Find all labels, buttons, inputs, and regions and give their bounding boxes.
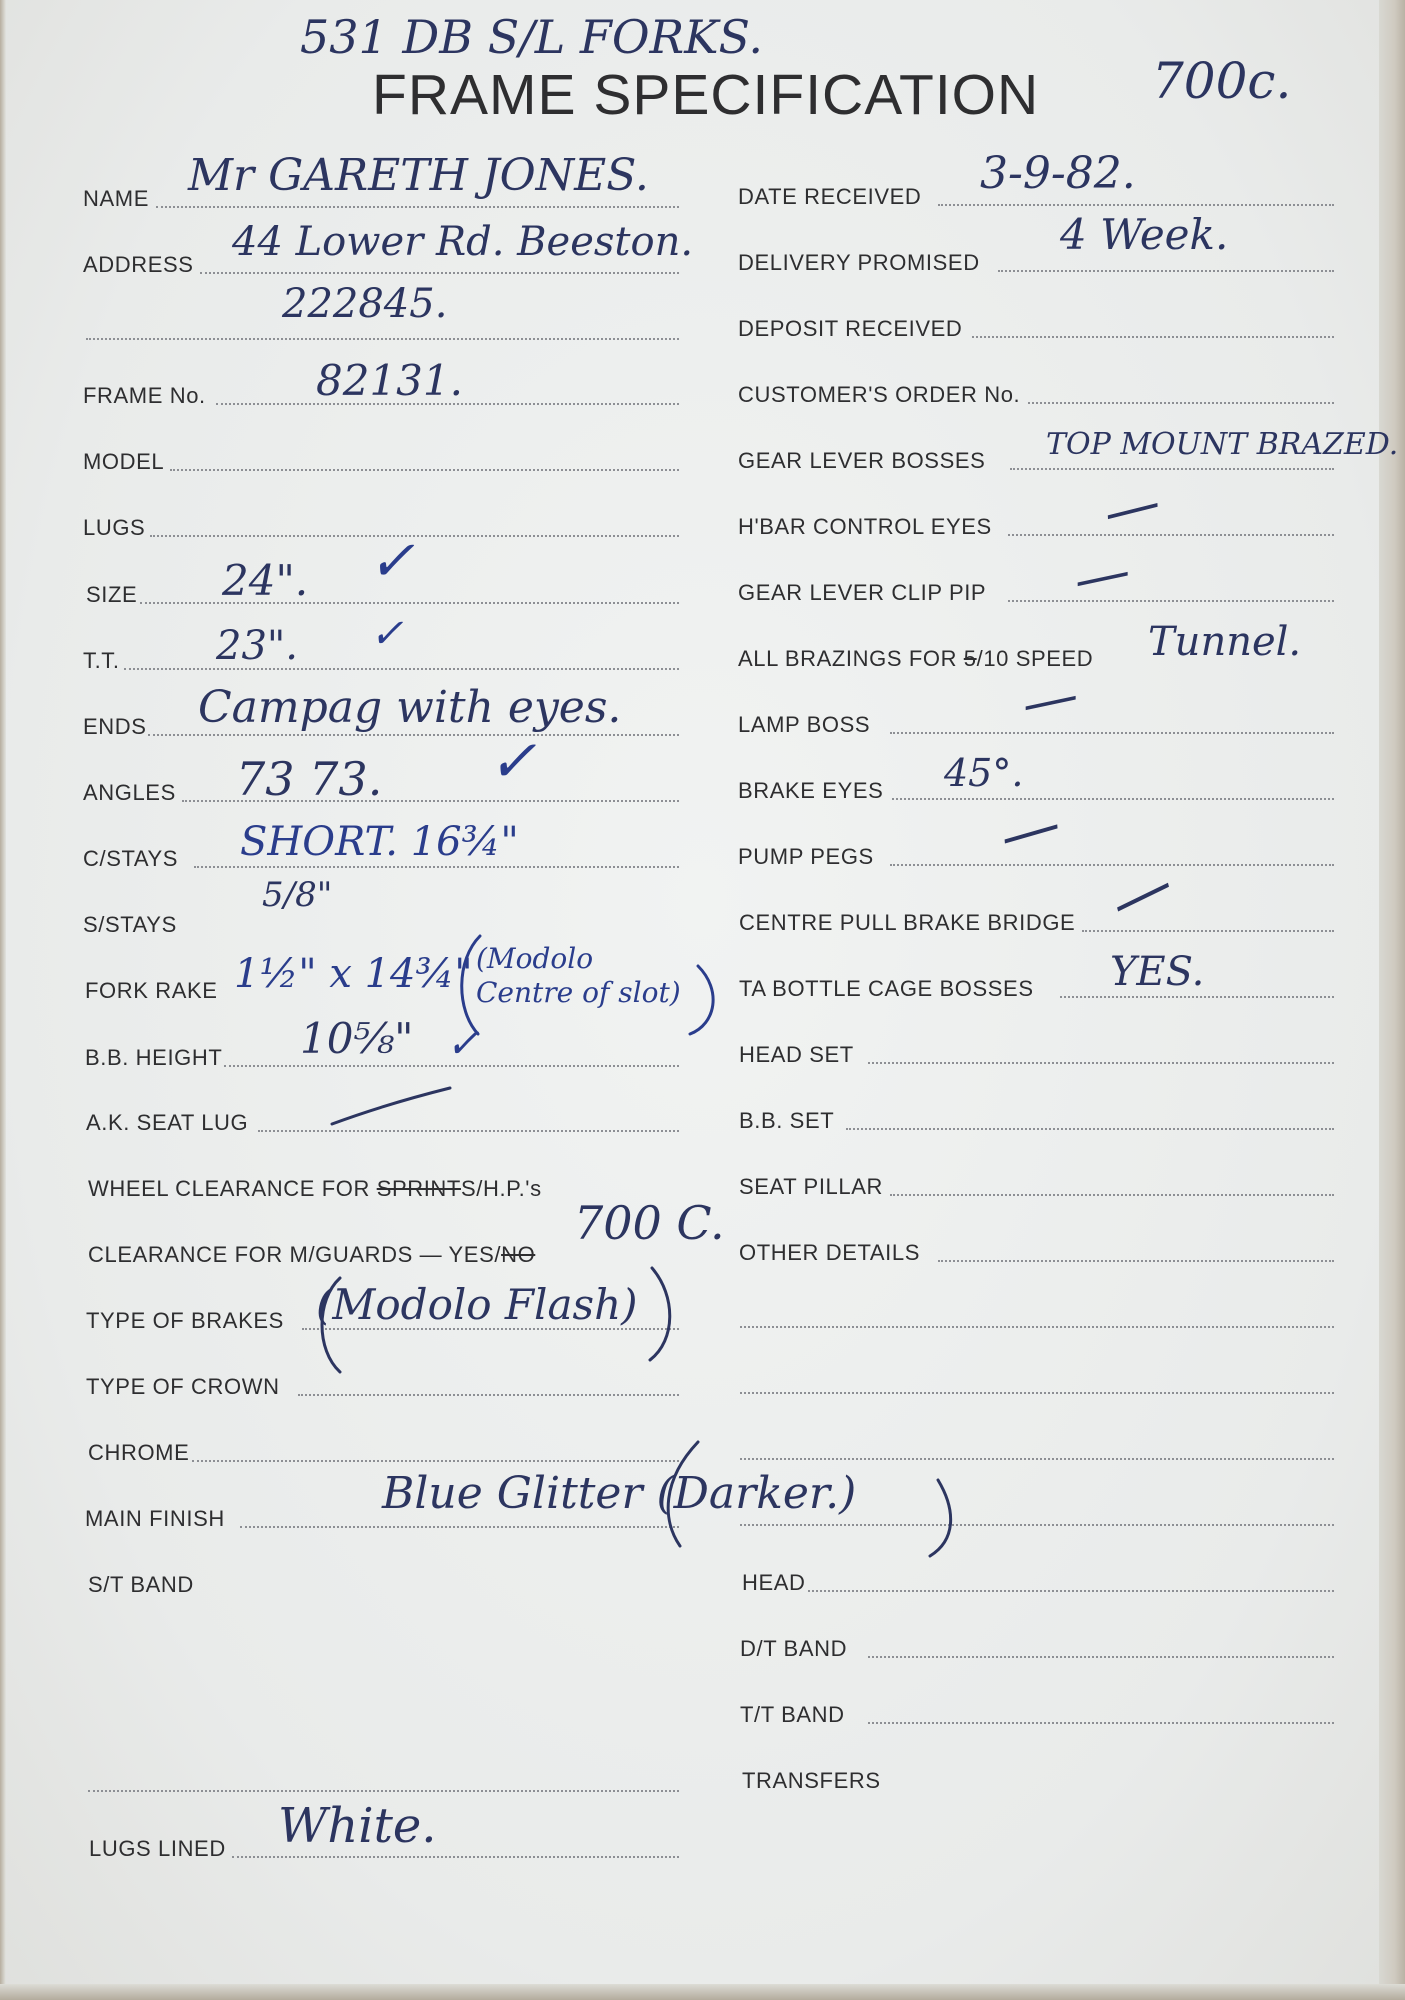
field-value: 700 C.	[574, 1196, 725, 1250]
bracket-left	[668, 1442, 698, 1546]
field-value: TOP MOUNT BRAZED.	[1046, 427, 1399, 462]
field-label: PUMP PEGS	[738, 844, 874, 869]
field-label: H'BAR CONTROL EYES	[738, 514, 992, 539]
field-label: CHROME	[88, 1440, 190, 1465]
field-label: HEAD	[742, 1570, 806, 1595]
field-label: SEAT PILLAR	[739, 1174, 883, 1199]
field-value: Tunnel.	[1148, 619, 1302, 665]
field-value: 23".	[216, 623, 299, 669]
field-label: C/STAYS	[83, 846, 179, 871]
field-label: S/STAYS	[83, 912, 177, 937]
field-label: CENTRE PULL BRAKE BRIDGE	[739, 910, 1076, 935]
field-label: B.B. HEIGHT	[85, 1045, 223, 1070]
field-label: T.T.	[83, 648, 120, 673]
field-label: WHEEL CLEARANCE FOR SPRINTS/H.P.'s	[88, 1176, 542, 1201]
field-label: LAMP BOSS	[738, 712, 871, 737]
field-label: ALL BRAZINGS FOR 5/10 SPEED	[738, 646, 1094, 671]
field-value: 4 Week.	[1060, 210, 1229, 259]
form-title: FRAME SPECIFICATION	[372, 63, 1040, 127]
fork-note: (Modolo Centre of slot)	[476, 942, 681, 1009]
field-label: CUSTOMER'S ORDER No.	[738, 382, 1021, 407]
field-label: TYPE OF CROWN	[86, 1374, 280, 1399]
field-value: 82131.	[316, 356, 463, 405]
dash-mark-icon: —	[1096, 846, 1185, 939]
field-label: S/T BAND	[88, 1572, 194, 1597]
dash-mark-icon: —	[1015, 661, 1085, 738]
field-value: (Modolo Flash)	[316, 1280, 638, 1329]
field-value: Blue Glitter (Darker.)	[382, 1468, 857, 1519]
field-label: TRANSFERS	[742, 1768, 881, 1793]
field-label: MODEL	[83, 449, 165, 474]
field-label: DELIVERY PROMISED	[738, 250, 980, 275]
field-label: SIZE	[86, 582, 138, 607]
field-label: LUGS	[83, 515, 146, 540]
wheel-size-note: 700c.	[1152, 52, 1292, 110]
field-label: FORK RAKE	[85, 978, 218, 1003]
field-label: HEAD SET	[739, 1042, 854, 1067]
field-label: MAIN FINISH	[85, 1506, 225, 1531]
dash-mark-icon: —	[1096, 469, 1167, 546]
field-value: 44 Lower Rd. Beeston.	[232, 219, 694, 265]
field-value: 10⅝"	[300, 1014, 414, 1063]
field-label: T/T BAND	[740, 1702, 845, 1727]
field-label: CLEARANCE FOR M/GUARDS — YES/NO	[88, 1242, 536, 1267]
field-value: 1½" x 14¾"	[234, 951, 473, 997]
field-label: TA BOTTLE CAGE BOSSES	[739, 976, 1034, 1001]
field-value: White.	[278, 1798, 437, 1854]
field-label: GEAR LEVER BOSSES	[738, 448, 986, 473]
field-label: ADDRESS	[83, 252, 194, 277]
bracket-right	[650, 1268, 670, 1360]
field-label: ANGLES	[83, 780, 176, 805]
bracket-right	[690, 966, 713, 1034]
bracket-left	[322, 1278, 340, 1372]
field-label: NAME	[83, 186, 149, 211]
check-mark-icon: ✓	[488, 727, 537, 795]
field-value: 222845.	[282, 281, 448, 327]
field-value: YES.	[1110, 949, 1205, 995]
field-label: DEPOSIT RECEIVED	[738, 316, 963, 341]
bracket-left	[462, 936, 480, 1034]
field-value: 73 73.	[236, 752, 383, 806]
field-label: FRAME No.	[83, 383, 206, 408]
field-label: TYPE OF BRAKES	[86, 1308, 284, 1333]
field-value: 24".	[222, 556, 309, 605]
field-value: Mr GARETH JONES.	[188, 150, 649, 201]
check-mark-icon: ✓	[368, 529, 415, 594]
field-value: 45°.	[944, 751, 1024, 795]
field-label: OTHER DETAILS	[739, 1240, 920, 1265]
field-value: 3-9-82.	[980, 148, 1136, 199]
field-label: LUGS LINED	[89, 1836, 226, 1861]
field-label: B.B. SET	[739, 1108, 835, 1133]
field-value: SHORT. 16¾"	[240, 819, 519, 865]
field-label: BRAKE EYES	[738, 778, 884, 803]
field-label: ENDS	[83, 714, 147, 739]
field-label: GEAR LEVER CLIP PIP	[738, 580, 987, 605]
check-mark-icon: ✓	[446, 1021, 480, 1067]
dash-mark-icon: —	[991, 788, 1069, 872]
field-value: Campag with eyes.	[198, 682, 622, 733]
dash-mark-icon: —	[1067, 537, 1137, 614]
dash-mark-icon	[332, 1088, 450, 1124]
field-value: 5/8"	[262, 875, 333, 915]
header-note: 531 DB S/L FORKS.	[300, 10, 764, 64]
field-label: D/T BAND	[740, 1636, 848, 1661]
check-mark-icon: ✓	[370, 611, 404, 657]
field-label: DATE RECEIVED	[738, 184, 922, 209]
bracket-right	[930, 1480, 951, 1556]
field-label: A.K. SEAT LUG	[86, 1110, 249, 1135]
